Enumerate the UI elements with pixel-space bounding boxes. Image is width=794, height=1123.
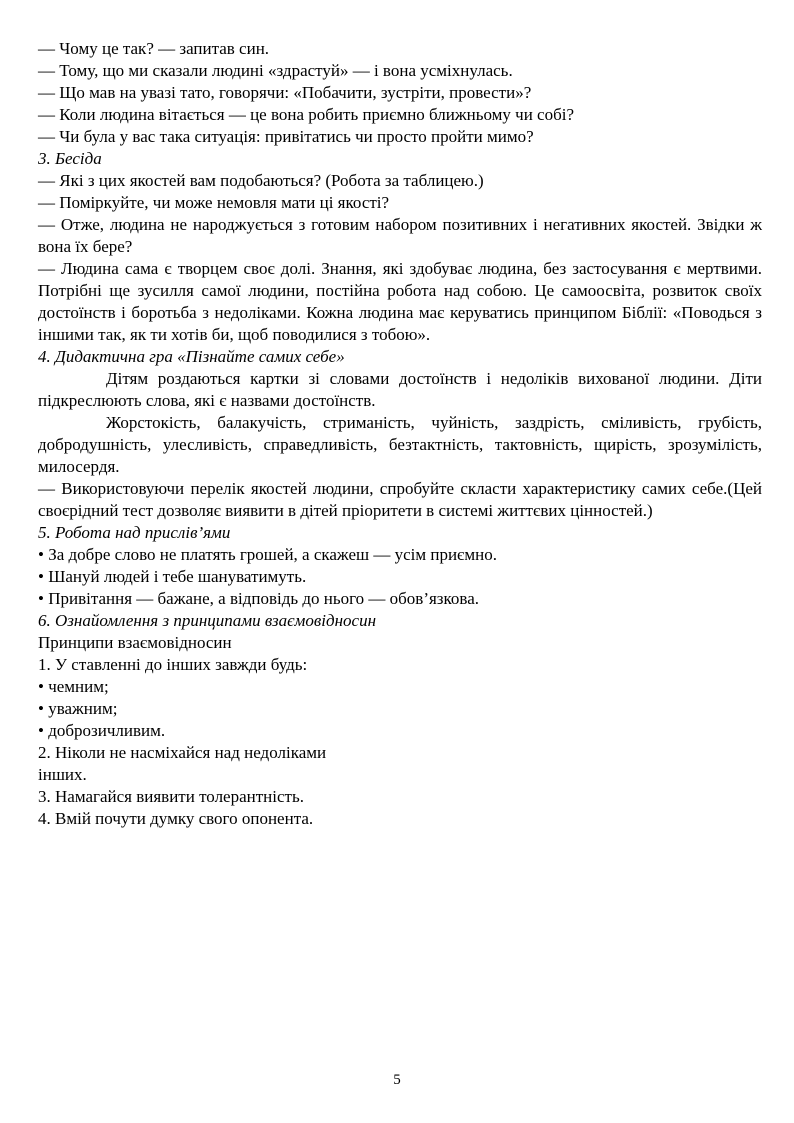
section-6-heading: 6. Ознайомлення з принципами взаємовідносин xyxy=(38,611,377,630)
page-number: 5 xyxy=(393,1072,401,1088)
principle-bullet: • чемним; xyxy=(38,677,109,696)
principle-item: 3. Намагайся виявити толерантність. xyxy=(38,787,304,806)
principle-item: 1. У ставленні до інших завжди будь: xyxy=(38,655,308,674)
dialogue-line: — Тому, що ми сказали людині «здрастуй» — і вона усміхнулась. xyxy=(38,61,513,80)
question-paragraph: — Отже, людина не народжується з готовим набором позитивних і негативних якостей. Звідки ж вона їх бере? xyxy=(38,215,762,256)
section-3-heading: 3. Бесіда xyxy=(38,149,102,168)
principle-bullet: • доброзичливим. xyxy=(38,721,166,740)
section-4-heading: 4. Дидактична гра «Пізнайте самих себе» xyxy=(38,347,345,366)
section-5-heading: 5. Робота над прислів’ями xyxy=(38,523,231,542)
document-page xyxy=(38,38,762,830)
principle-item: 4. Вмій почути думку свого опонента. xyxy=(38,809,314,828)
dialogue-line: — Чому це так? — запитав син. xyxy=(38,39,270,58)
question-line: — Поміркуйте, чи може немовля мати ці якості? xyxy=(38,193,390,212)
proverb-item: • Шануй людей і тебе шануватимуть. xyxy=(38,567,307,586)
principle-bullet: • уважним; xyxy=(38,699,118,718)
dialogue-line: — Чи була у вас така ситуація: привітатись чи просто пройти мимо? xyxy=(38,127,534,146)
proverb-item: • Привітання — бажане, а відповідь до нього — обов’язкова. xyxy=(38,589,480,608)
question-line: — Які з цих якостей вам подобаються? (Робота за таблицею.) xyxy=(38,171,484,190)
principle-item: 2. Ніколи не насміхайся над недоліками xyxy=(38,743,327,762)
task-paragraph: — Використовуючи перелік якостей людини, спробуйте скласти характеристику самих себе.(Цей своєрідний тест дозволяє виявити в дітей пріоритети в системі життєвих цінностей.) xyxy=(38,479,762,520)
principle-item-continuation: інших. xyxy=(38,765,87,784)
principles-title: Принципи взаємовідносин xyxy=(38,633,232,652)
qualities-list-paragraph: Жорстокість, балакучість, стриманість, чуйність, заздрість, сміливість, грубість, добродушність, улесливість, справедливість, безтактність, тактовність, щирість, зрозумілість, милосердя. xyxy=(38,413,762,476)
dialogue-line: — Коли людина вітається — це вона робить приємно ближньому чи собі? xyxy=(38,105,575,124)
proverb-item: • За добре слово не платять грошей, а скажеш — усім приємно. xyxy=(38,545,497,564)
game-intro-paragraph: Дітям роздаються картки зі словами достоїнств і недоліків вихованої людини. Діти підкреслюють слова, які є назвами достоїнств. xyxy=(38,369,762,410)
answer-paragraph: — Людина сама є творцем своє долі. Знання, які здобуває людина, без застосування є мертвими. Потрібні ще зусилля самої людини, постійна робота над собою. Це самоосвіта, розвиток своїх достоїнств і боротьба з недоліками. Кожна людина має керуватись принципом Біблії: «Поводься з іншими так, як ти хотів би, щоб поводилися з тобою». xyxy=(38,259,762,344)
dialogue-line: — Що мав на увазі тато, говорячи: «Побачити, зустріти, провести»? xyxy=(38,83,532,102)
